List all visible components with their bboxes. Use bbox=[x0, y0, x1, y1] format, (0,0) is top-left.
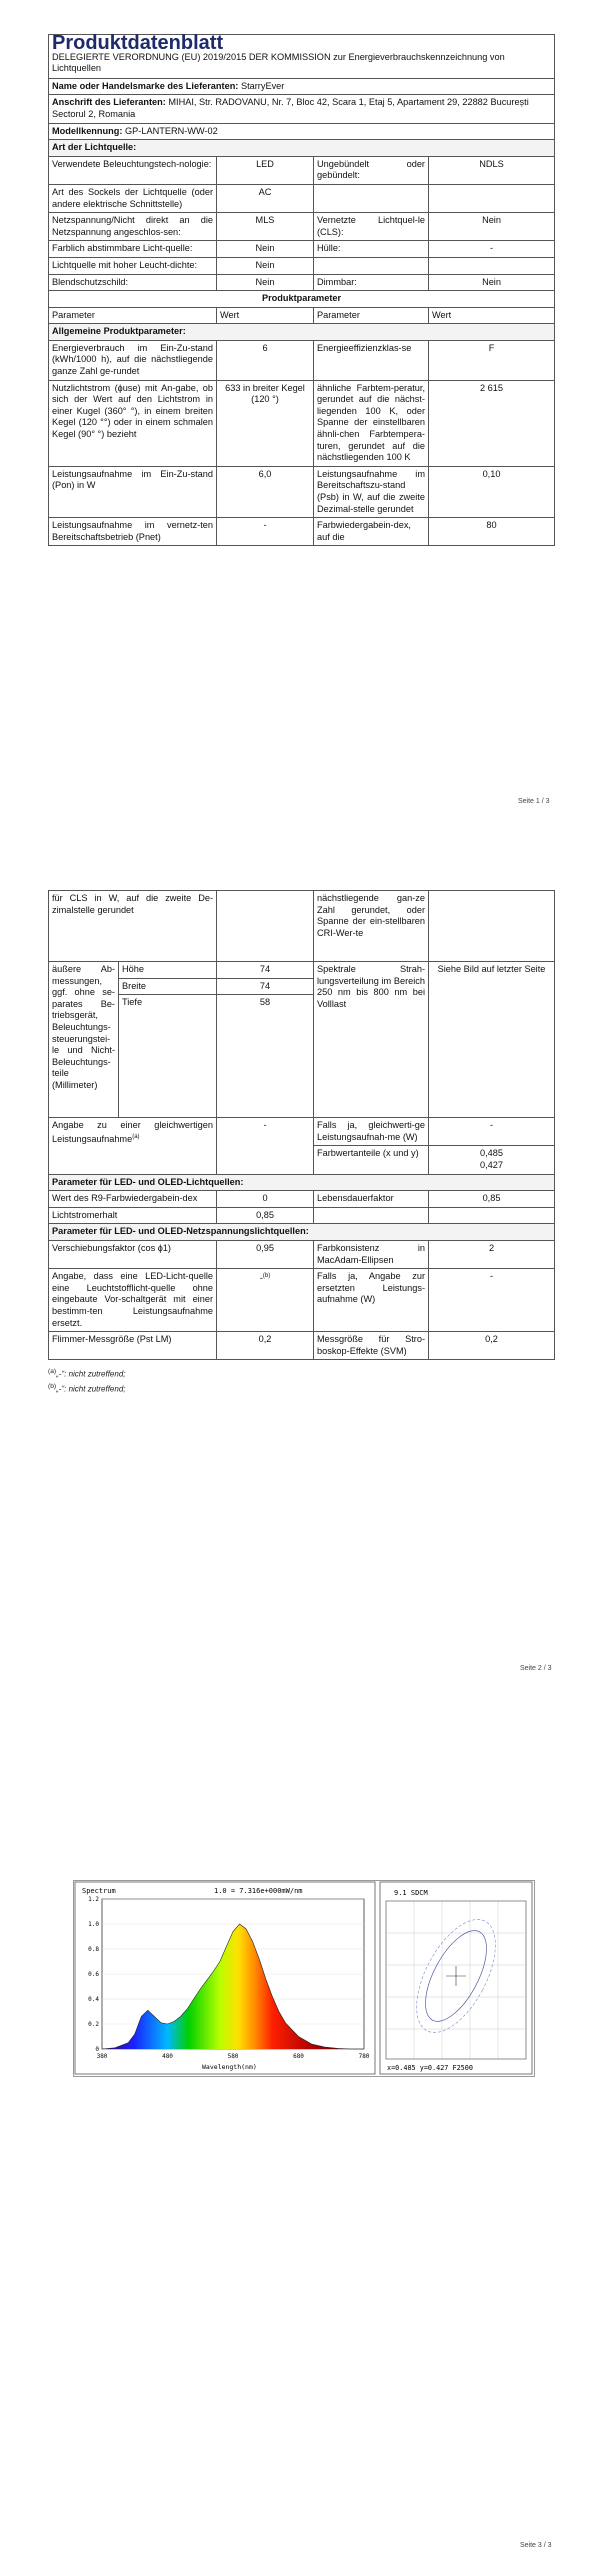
y-tick-label: 0.2 bbox=[88, 2021, 99, 2028]
dimension-name: Breite bbox=[119, 978, 217, 995]
footnote-a bbox=[48, 1366, 554, 1381]
table-row bbox=[49, 1240, 555, 1268]
cell-label: Nutzlichtstrom (ɸuse) mit An-gabe, ob sich der Wert auf den Lichtstrom in einer Kugel (360° °), in einem breiten Kegel (120 °°) oder in einem schmalen Kegel (90° °) bezieht bbox=[49, 380, 217, 466]
params-header-row bbox=[49, 307, 555, 324]
chromaticity-y: 0,427 bbox=[480, 1159, 504, 1170]
consistency-label: Farbkonsistenz in MacAdam-Ellipsen bbox=[314, 1240, 429, 1268]
datasheet-table-continued bbox=[48, 890, 555, 1360]
replacement-power-label: Falls ja, Angabe zur ersetzten Leistungs-aufnahme (W) bbox=[314, 1269, 429, 1332]
dimension-value: 74 bbox=[217, 962, 314, 979]
dimension-value: 74 bbox=[217, 978, 314, 995]
cell-label: Leistungsaufnahme im Ein-Zu-stand (Pon) in W bbox=[49, 466, 217, 517]
dimensions-row bbox=[49, 962, 555, 979]
model-row bbox=[49, 123, 555, 140]
table-row bbox=[49, 1332, 555, 1360]
replacement-power-value: - bbox=[429, 1269, 555, 1332]
table-row bbox=[49, 156, 555, 184]
y-tick-label: 0.8 bbox=[88, 1946, 99, 1953]
table-row bbox=[49, 1118, 555, 1146]
table-row bbox=[49, 1269, 555, 1332]
cell-value: Nein bbox=[429, 274, 555, 291]
model-value: GP-LANTERN-WW-02 bbox=[125, 125, 218, 136]
spectrum-x-label: Wavelength(nm) bbox=[202, 2063, 257, 2071]
footnote-marker: (b) bbox=[262, 1273, 271, 1280]
table-row bbox=[49, 213, 555, 241]
r9-label: Wert des R9-Farbwiedergabein-dex bbox=[49, 1191, 217, 1208]
table-row bbox=[49, 184, 555, 212]
shift-label: Verschiebungsfaktor (cos ɸ1) bbox=[49, 1240, 217, 1268]
cell-label bbox=[314, 257, 429, 274]
column-header: Wert bbox=[217, 307, 314, 324]
footnote-text: „-“: nicht zutreffend; bbox=[56, 1369, 126, 1379]
address-row bbox=[49, 95, 555, 123]
footnote-marker: (b) bbox=[48, 1382, 57, 1390]
table-row bbox=[49, 380, 555, 466]
chromaticity-value bbox=[429, 1146, 555, 1174]
cell-label: Blendschutzschild: bbox=[49, 274, 217, 291]
sdcm-readout: x=0.485 y=0.427 F2500 bbox=[387, 2064, 473, 2072]
document-title: Produktdatenblatt bbox=[52, 32, 224, 54]
cell-value: Nein bbox=[217, 274, 314, 291]
flicker-value: 0,2 bbox=[217, 1332, 314, 1360]
dimension-name: Tiefe bbox=[119, 995, 217, 1118]
cell-label: ähnliche Farbtem-peratur, gerundet auf die nächst-liegenden 100 K, oder Spanne der einstellbaren ähnli-chen Farbtempera-turen, gerundet auf die nächstliegenden 100 K bbox=[314, 380, 429, 466]
general-params-header: Allgemeine Produktparameter: bbox=[49, 324, 555, 341]
spectrum-figure bbox=[73, 1880, 535, 2077]
cell-label: Energieverbrauch im Ein-Zu-stand (kWh/1000 h), auf die nächstliegende ganze Zahl ge-rundet bbox=[49, 340, 217, 380]
params-title: Produktparameter bbox=[49, 291, 555, 308]
cell-label bbox=[314, 184, 429, 212]
column-header: Wert bbox=[429, 307, 555, 324]
cell-label: für CLS in W, auf die zweite De-zimalstelle gerundet bbox=[49, 891, 217, 962]
cell-value: Nein bbox=[429, 213, 555, 241]
consistency-value: 2 bbox=[429, 1240, 555, 1268]
cell-value: 80 bbox=[429, 518, 555, 546]
flux-label: Lichtstromerhalt bbox=[49, 1207, 217, 1224]
claim-value-text: - bbox=[259, 1273, 263, 1284]
equivalent-power-r-value: - bbox=[429, 1118, 555, 1146]
cell-value bbox=[429, 257, 555, 274]
y-tick-label: 1.0 bbox=[88, 1921, 99, 1928]
footnote-text: „-“: nicht zutreffend; bbox=[56, 1384, 126, 1394]
y-tick-label: 0 bbox=[95, 2046, 99, 2053]
cell-label: Farbwiedergabein-dex, auf die bbox=[314, 518, 429, 546]
x-tick-label: 780 bbox=[358, 2053, 370, 2060]
cell-value: NDLS bbox=[429, 156, 555, 184]
table-row bbox=[49, 1207, 555, 1224]
page-number: Seite 3 / 3 bbox=[520, 2542, 552, 2549]
sdcm-title: 9.1 SDCM bbox=[394, 1889, 428, 1897]
footnote-marker: (a) bbox=[132, 1133, 140, 1140]
shift-value: 0,95 bbox=[217, 1240, 314, 1268]
cell-value bbox=[429, 184, 555, 212]
page-2 bbox=[0, 890, 603, 1690]
page-number: Seite 2 / 3 bbox=[520, 1665, 552, 1672]
x-tick-label: 580 bbox=[227, 2053, 239, 2060]
cell-value: 2 615 bbox=[429, 380, 555, 466]
flicker-label: Flimmer-Messgröße (Pst LM) bbox=[49, 1332, 217, 1360]
supplier-row bbox=[49, 78, 555, 95]
cell-value: LED bbox=[217, 156, 314, 184]
equivalent-power-value: - bbox=[217, 1118, 314, 1174]
flux-value: 0,85 bbox=[217, 1207, 314, 1224]
replacement-claim-value bbox=[217, 1269, 314, 1332]
cell-value: 0,10 bbox=[429, 466, 555, 517]
table-row bbox=[49, 466, 555, 517]
table-row bbox=[49, 1191, 555, 1208]
cell-label: Verwendete Beleuchtungstech-nologie: bbox=[49, 156, 217, 184]
led-params-header: Parameter für LED- und OLED-Lichtquellen: bbox=[49, 1174, 555, 1191]
spectral-label: Spektrale Strah-lungsverteilung im Bereich 250 nm bis 800 nm bei Volllast bbox=[314, 962, 429, 1118]
footnote-marker: (a) bbox=[48, 1368, 57, 1376]
y-tick-label: 0.6 bbox=[88, 1971, 99, 1978]
cell-value: F bbox=[429, 340, 555, 380]
cell-label: Energieeffizienzklas-se bbox=[314, 340, 429, 380]
cell-label: Leistungsaufnahme im Bereitschaftszu-stand (Psb) in W, auf die zweite Dezimal-stelle gerundet bbox=[314, 466, 429, 517]
cell-label: Lichtquelle mit hoher Leucht-dichte: bbox=[49, 257, 217, 274]
equivalent-power-label bbox=[49, 1118, 217, 1174]
spectrum-title: Spectrum bbox=[82, 1887, 116, 1895]
spectral-value: Siehe Bild auf letzter Seite bbox=[429, 962, 555, 1118]
equivalent-power-r-label: Falls ja, gleichwerti-ge Leistungsaufnah-me (W) bbox=[314, 1118, 429, 1146]
cell-value: MLS bbox=[217, 213, 314, 241]
datasheet-page-2 bbox=[48, 890, 554, 1396]
table-row bbox=[49, 340, 555, 380]
cell-label: Art des Sockels der Lichtquelle (oder andere elektrische Schnittstelle) bbox=[49, 184, 217, 212]
stroboscopic-value: 0,2 bbox=[429, 1332, 555, 1360]
cell-label: Ungebündelt oder gebündelt: bbox=[314, 156, 429, 184]
table-row bbox=[49, 241, 555, 258]
cell-label: Vernetzte Lichtquel-le (CLS): bbox=[314, 213, 429, 241]
footnote-b bbox=[48, 1381, 554, 1396]
table-row bbox=[49, 518, 555, 546]
spectrum-svg bbox=[74, 1881, 534, 2076]
cell-label: Farblich abstimmbare Licht-quelle: bbox=[49, 241, 217, 258]
page-1 bbox=[0, 0, 603, 805]
equivalent-power-text: Angabe zu einer gleichwertigen Leistungsaufnahme bbox=[52, 1120, 214, 1144]
cell-empty bbox=[314, 1207, 429, 1224]
address-label: Anschrift des Lieferanten: bbox=[52, 97, 166, 108]
dimensions-label: äußere Ab-messungen, ggf. ohne se-parates Be-triebsgerät, Beleuchtungs-steuerungstei-le und Nicht-Beleuchtungs-teile (Millimeter) bbox=[49, 962, 119, 1118]
lightsource-header: Art der Lichtquelle: bbox=[49, 140, 555, 157]
life-label: Lebensdauerfaktor bbox=[314, 1191, 429, 1208]
cell-value: Nein bbox=[217, 257, 314, 274]
table-row bbox=[49, 257, 555, 274]
x-tick-label: 480 bbox=[162, 2053, 173, 2060]
cell-value: AC bbox=[217, 184, 314, 212]
y-tick-label: 0.4 bbox=[88, 1996, 99, 2003]
datasheet-page-1 bbox=[48, 34, 554, 546]
column-header: Parameter bbox=[49, 307, 217, 324]
chromaticity-label: Farbwertanteile (x und y) bbox=[314, 1146, 429, 1174]
cell-label: Netzspannung/Nicht direkt an die Netzspannung angeschlos-sen: bbox=[49, 213, 217, 241]
dimension-name: Höhe bbox=[119, 962, 217, 979]
cell-value: - bbox=[429, 241, 555, 258]
y-tick-label: 1.2 bbox=[88, 1896, 99, 1903]
cell-value: - bbox=[217, 518, 314, 546]
page-number: Seite 1 / 3 bbox=[518, 798, 550, 805]
model-label: Modellkennung: bbox=[52, 125, 123, 136]
datasheet-table bbox=[48, 34, 555, 546]
column-header: Parameter bbox=[314, 307, 429, 324]
cell-value: 633 in breiter Kegel (120 °) bbox=[217, 380, 314, 466]
supplier-label: Name oder Handelsmarke des Lieferanten: bbox=[52, 80, 239, 91]
cell-label: Dimmbar: bbox=[314, 274, 429, 291]
cell-value: 6 bbox=[217, 340, 314, 380]
x-tick-label: 680 bbox=[293, 2053, 304, 2060]
cell-value bbox=[429, 891, 555, 962]
replacement-claim-label: Angabe, dass eine LED-Licht-quelle eine Leuchtstofflicht-quelle ohne eingebaute Vor-schaltgerät mit einer bestimm-ten Leistungsaufnahme ersetzt. bbox=[49, 1269, 217, 1332]
mains-params-header: Parameter für LED- und OLED-Netzspannungslichtquellen: bbox=[49, 1224, 555, 1241]
cell-value bbox=[217, 891, 314, 962]
address-value: MIHAI, Str. RADOVANU, Nr. 7, Bloc 42, Scara 1, Etaj 5, Apartament 29, 22882 București Sectorul 2, Romania bbox=[52, 97, 529, 119]
spectrum-scale: 1.0 = 7.316e+000mW/nm bbox=[214, 1887, 303, 1895]
cell-empty bbox=[429, 1207, 555, 1224]
table-row bbox=[49, 891, 555, 962]
cell-label: Hülle: bbox=[314, 241, 429, 258]
cell-value: 6,0 bbox=[217, 466, 314, 517]
table-row bbox=[49, 274, 555, 291]
r9-value: 0 bbox=[217, 1191, 314, 1208]
cell-label: Leistungsaufnahme im vernetz-ten Bereitschaftsbetrieb (Pnet) bbox=[49, 518, 217, 546]
dimension-value: 58 bbox=[217, 995, 314, 1118]
x-tick-label: 380 bbox=[96, 2053, 108, 2060]
stroboscopic-label: Messgröße für Stro-boskop-Effekte (SVM) bbox=[314, 1332, 429, 1360]
life-value: 0,85 bbox=[429, 1191, 555, 1208]
cell-label: nächstliegende gan-ze Zahl gerundet, oder Spanne der ein-stellbaren CRI-Wer-te bbox=[314, 891, 429, 962]
document-subtitle: DELEGIERTE VERORDNUNG (EU) 2019/2015 DER KOMMISSION zur Energieverbrauchskennzeichnung von Lichtquellen bbox=[52, 51, 505, 74]
cell-value: Nein bbox=[217, 241, 314, 258]
chromaticity-x: 0,485 bbox=[480, 1148, 504, 1159]
supplier-value: StarryEver bbox=[240, 80, 285, 91]
